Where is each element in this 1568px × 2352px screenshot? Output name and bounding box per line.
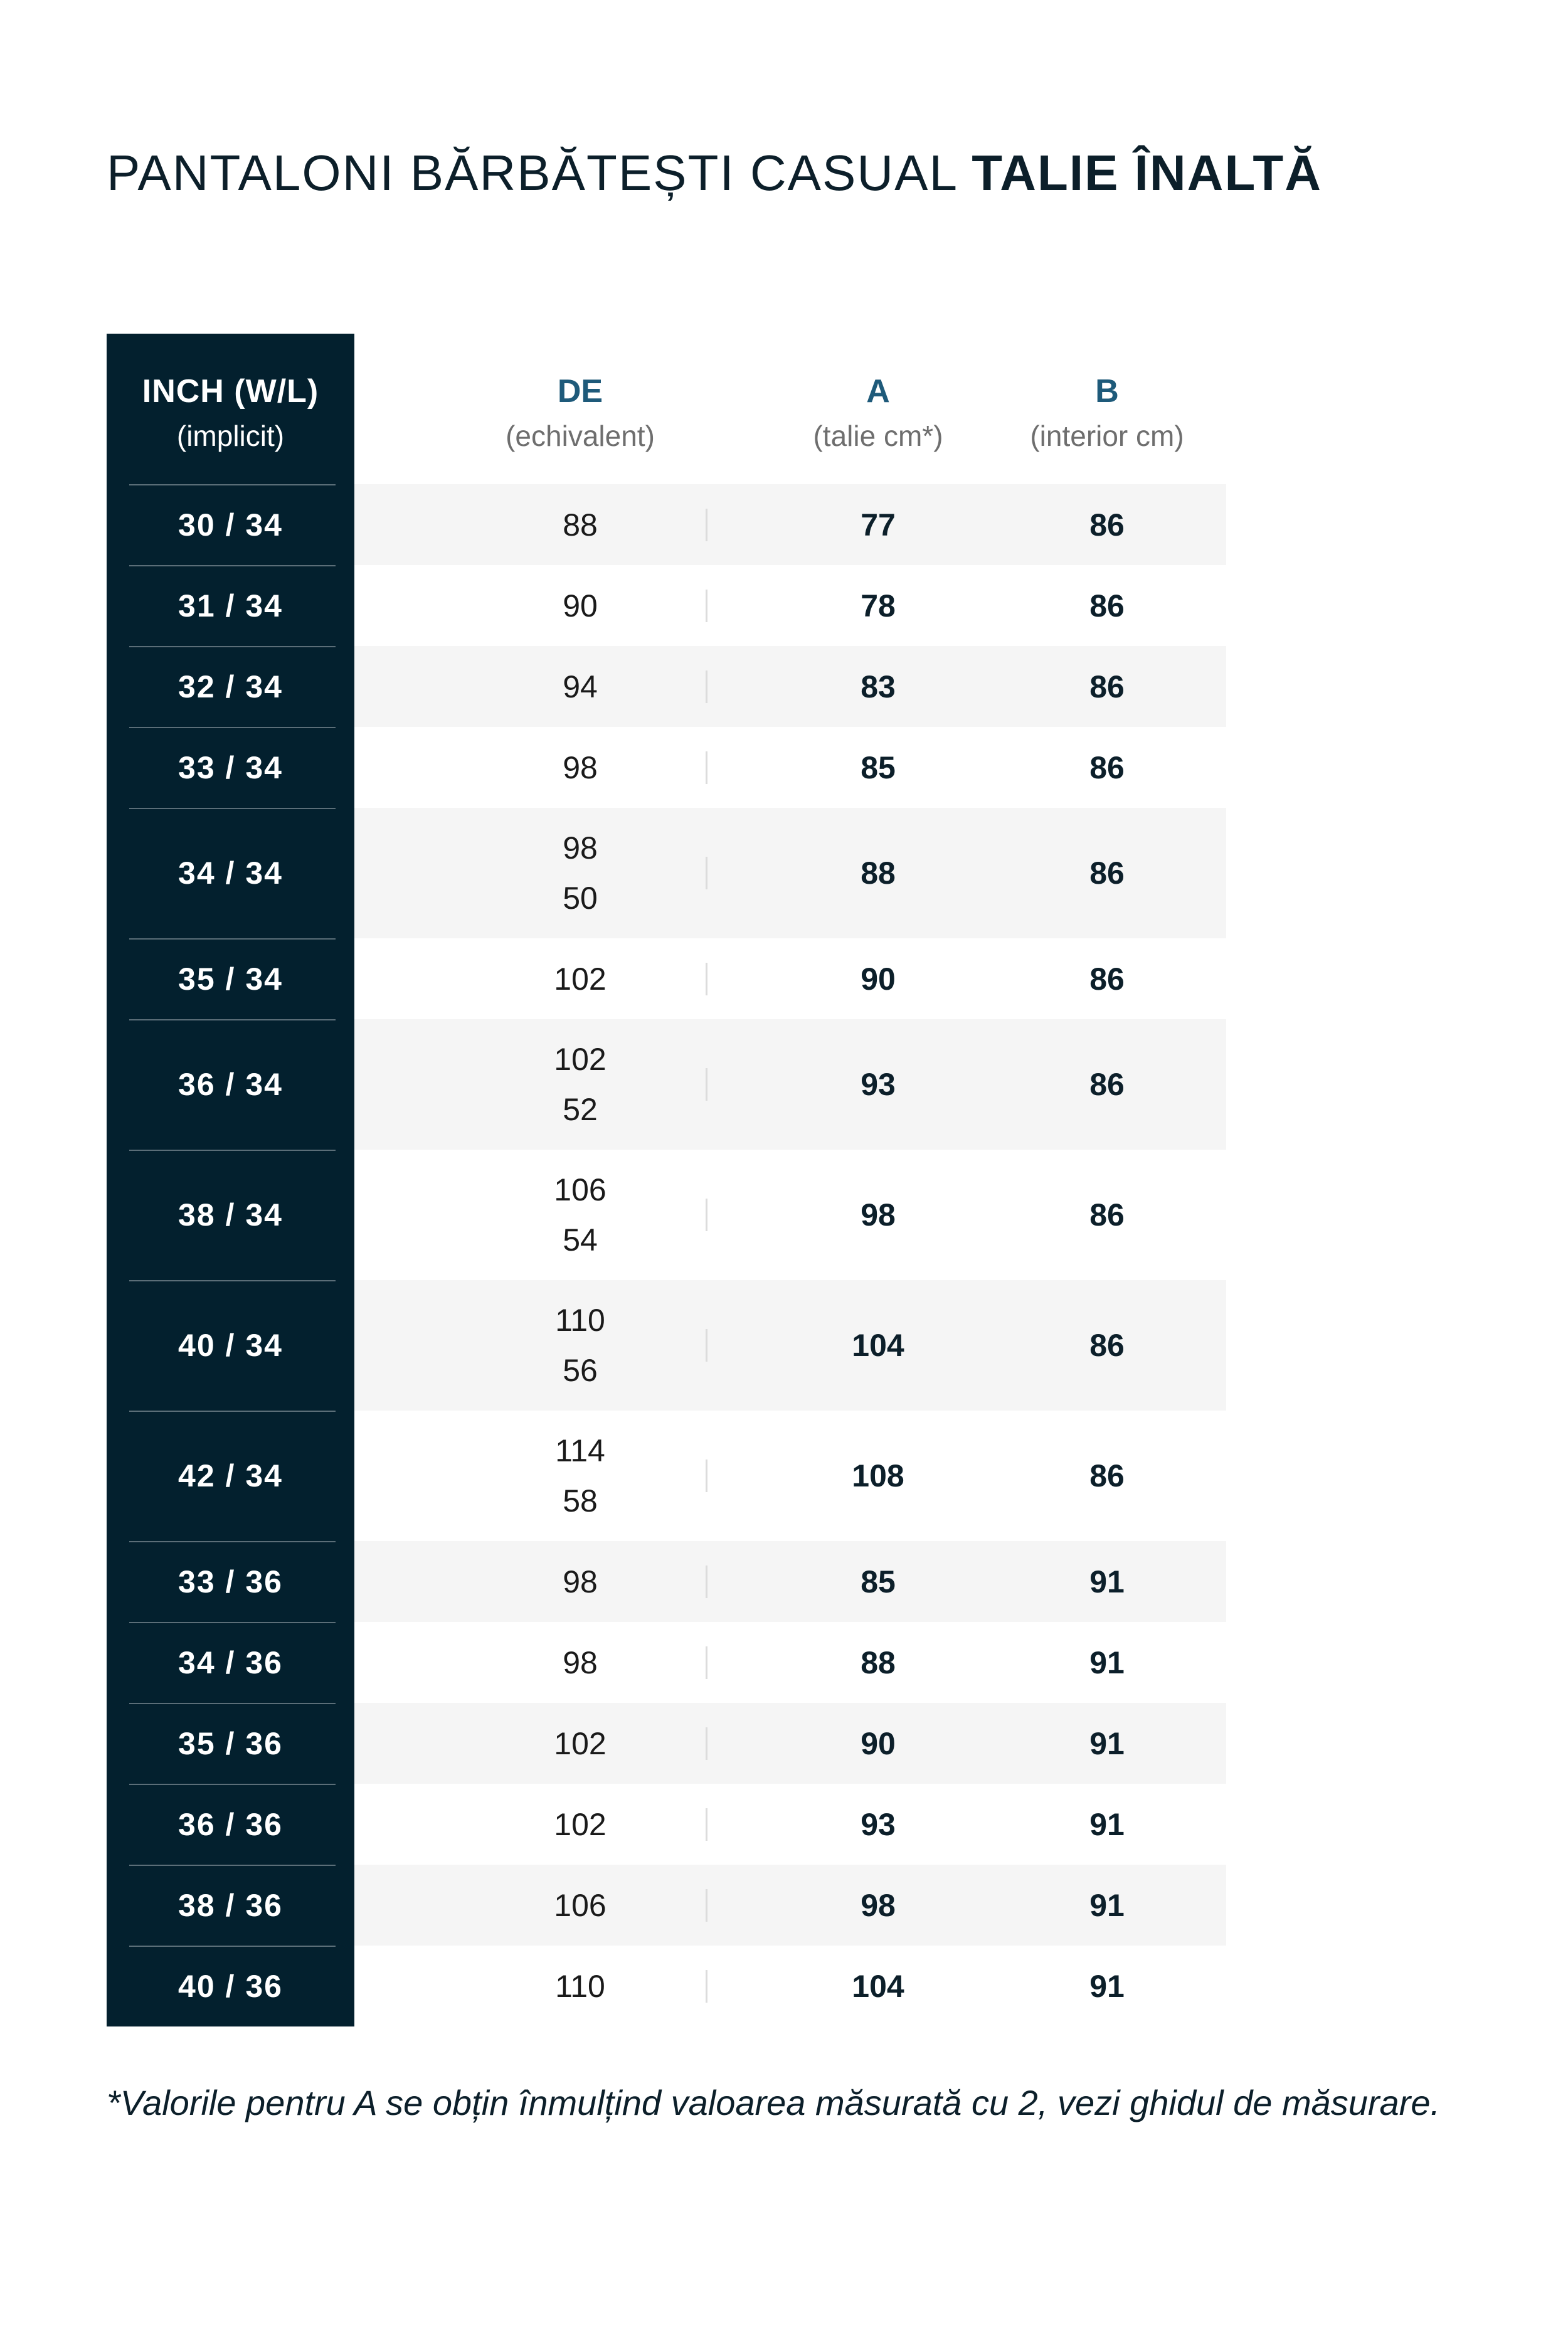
header-de [455, 368, 706, 457]
header-a [753, 368, 1004, 457]
cell-a: 88 [861, 1645, 896, 1680]
table-body [107, 484, 1226, 2026]
cell-b: 91 [1089, 1806, 1125, 1842]
cell-inch: 38 / 36 [178, 1887, 283, 1923]
cell-b: 91 [1089, 1564, 1125, 1599]
table-row [107, 1703, 1226, 1784]
cell-de [455, 1865, 706, 1946]
table-row [107, 1019, 1226, 1150]
cell-a: 88 [861, 856, 896, 891]
cell-de-value: 98 [563, 1564, 598, 1599]
cell-b: 86 [1089, 750, 1125, 785]
table-row [107, 808, 1226, 938]
cell-de [455, 1946, 706, 2026]
cell-inch: 36 / 34 [178, 1067, 283, 1102]
cell-inch: 34 / 36 [178, 1645, 283, 1680]
cell-inch: 35 / 36 [178, 1725, 283, 1761]
cell-de [455, 1411, 706, 1541]
cell-b: 86 [1089, 1197, 1125, 1232]
table-row [107, 565, 1226, 646]
cell-de-value: 102 [554, 1806, 607, 1842]
cell-inch: 33 / 36 [178, 1564, 283, 1599]
column-divider [706, 1068, 707, 1101]
cell-a: 98 [861, 1197, 896, 1232]
size-table [107, 334, 1226, 2026]
table-row [107, 646, 1226, 727]
cell-a: 90 [861, 1725, 896, 1761]
cell-de [455, 1280, 706, 1411]
column-divider [706, 590, 707, 622]
cell-inch: 30 / 34 [178, 507, 283, 543]
cell-a: 104 [852, 1968, 904, 2004]
header-de-label: DE [557, 373, 603, 410]
table-header [107, 334, 1226, 484]
cell-de-value: 110 [555, 1968, 605, 2004]
header-inch [107, 368, 354, 457]
cell-de [455, 1703, 706, 1784]
cell-de-value: 102 [554, 1042, 607, 1077]
cell-inch: 42 / 34 [178, 1458, 283, 1493]
cell-inch: 40 / 34 [178, 1328, 283, 1363]
column-divider [706, 670, 707, 703]
table-row [107, 1280, 1226, 1411]
cell-inch: 33 / 34 [178, 750, 283, 785]
header-b-label: B [1095, 373, 1119, 410]
table-row [107, 1622, 1226, 1703]
cell-a: 98 [861, 1887, 896, 1923]
cell-de-value: 98 [563, 750, 598, 785]
cell-de-value: 102 [554, 961, 607, 997]
cell-a: 85 [861, 1564, 896, 1599]
cell-inch: 35 / 34 [178, 961, 283, 997]
cell-inch: 36 / 36 [178, 1806, 283, 1842]
cell-de [455, 1784, 706, 1865]
cell-b: 91 [1089, 1887, 1125, 1923]
cell-de [455, 938, 706, 1019]
table-row [107, 1865, 1226, 1946]
header-inch-sub: (implicit) [176, 420, 285, 453]
table-row [107, 938, 1226, 1019]
cell-a: 90 [861, 961, 896, 997]
cell-de-value: 106 [554, 1172, 607, 1207]
cell-de-value: 106 [554, 1887, 607, 1923]
cell-de [455, 808, 706, 938]
cell-de [455, 1622, 706, 1703]
cell-de-value: 98 [563, 1645, 598, 1680]
cell-de-value-secondary: 54 [563, 1222, 598, 1258]
column-divider [706, 1199, 707, 1231]
cell-inch: 40 / 36 [178, 1968, 283, 2004]
cell-de-value-secondary: 56 [563, 1353, 598, 1388]
cell-de [455, 646, 706, 727]
table-row [107, 1946, 1226, 2026]
table-row [107, 1541, 1226, 1622]
cell-b: 86 [1089, 1067, 1125, 1102]
cell-de-value-secondary: 50 [563, 881, 598, 916]
page-title [107, 145, 1323, 201]
cell-b: 86 [1089, 1328, 1125, 1363]
cell-de-value: 110 [555, 1303, 605, 1338]
cell-a: 108 [852, 1458, 904, 1493]
cell-de-value: 98 [563, 830, 598, 866]
column-divider [706, 1329, 707, 1362]
cell-de [455, 484, 706, 565]
header-inch-label: INCH (W/L) [142, 373, 319, 410]
cell-b: 91 [1089, 1725, 1125, 1761]
cell-a: 78 [861, 588, 896, 623]
cell-b: 86 [1089, 588, 1125, 623]
column-divider [706, 1889, 707, 1922]
column-divider [706, 1565, 707, 1598]
cell-b: 86 [1089, 669, 1125, 704]
cell-a: 77 [861, 507, 896, 543]
column-divider [706, 1727, 707, 1760]
cell-b: 86 [1089, 961, 1125, 997]
cell-inch: 38 / 34 [178, 1197, 283, 1232]
cell-inch: 32 / 34 [178, 669, 283, 704]
title-bold: TALIE ÎNALTĂ [972, 145, 1323, 201]
header-de-sub: (echivalent) [506, 420, 655, 453]
footnote: *Valorile pentru A se obțin înmulțind valoarea măsurată cu 2, vezi ghidul de măsurare. [107, 2083, 1441, 2122]
table-row [107, 727, 1226, 808]
column-divider [706, 1459, 707, 1492]
column-divider [706, 1646, 707, 1679]
cell-a: 93 [861, 1067, 896, 1102]
cell-de-value: 114 [555, 1433, 605, 1468]
cell-de [455, 565, 706, 646]
cell-de-value-secondary: 58 [563, 1483, 598, 1518]
cell-de [455, 1150, 706, 1280]
column-divider [706, 1970, 707, 2003]
cell-de-value: 88 [563, 507, 598, 543]
cell-b: 86 [1089, 856, 1125, 891]
cell-b: 86 [1089, 507, 1125, 543]
column-divider [706, 509, 707, 541]
title-normal: PANTALONI BĂRBĂTEȘTI CASUAL [107, 145, 972, 201]
cell-inch: 31 / 34 [178, 588, 283, 623]
cell-a: 85 [861, 750, 896, 785]
cell-de [455, 727, 706, 808]
table-row [107, 484, 1226, 565]
header-b-sub: (interior cm) [1030, 420, 1184, 453]
table-row [107, 1411, 1226, 1541]
header-a-label: A [866, 373, 890, 410]
column-divider [706, 963, 707, 995]
table-row [107, 1150, 1226, 1280]
header-a-sub: (talie cm*) [813, 420, 943, 453]
cell-a: 83 [861, 669, 896, 704]
cell-de [455, 1541, 706, 1622]
cell-de-value: 102 [554, 1725, 607, 1761]
cell-de-value: 94 [563, 669, 598, 704]
cell-de-value: 90 [563, 588, 598, 623]
cell-de [455, 1019, 706, 1150]
column-divider [706, 751, 707, 784]
cell-b: 86 [1089, 1458, 1125, 1493]
cell-de-value-secondary: 52 [563, 1092, 598, 1127]
column-divider [706, 857, 707, 889]
cell-b: 91 [1089, 1968, 1125, 2004]
header-b [982, 368, 1232, 457]
cell-a: 93 [861, 1806, 896, 1842]
cell-a: 104 [852, 1328, 904, 1363]
table-row [107, 1784, 1226, 1865]
cell-inch: 34 / 34 [178, 856, 283, 891]
cell-b: 91 [1089, 1645, 1125, 1680]
column-divider [706, 1808, 707, 1841]
